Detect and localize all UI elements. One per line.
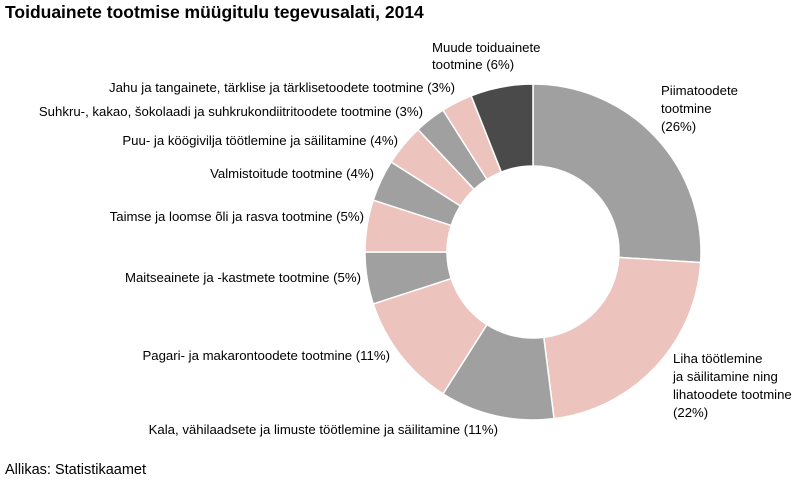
slice-label: [661, 83, 738, 134]
slice-label-line: Piimatoodete: [661, 83, 738, 98]
slice-label: [110, 209, 364, 224]
slice-label-line: Pagari- ja makarontoodete tootmine (11%): [142, 348, 390, 363]
slice-label-line: (22%): [673, 405, 709, 420]
slice-label-line: Valmistoitude tootmine (4%): [210, 166, 374, 181]
slice-label-line: Taimse ja loomse õli ja rasva tootmine (5%): [109, 209, 364, 224]
slice-label-line: (26%): [661, 119, 697, 134]
slice-label-line: ja säilitamine ning: [673, 369, 778, 384]
slice-label: [122, 133, 398, 148]
slice-label: [109, 80, 455, 95]
slice-label-line: tootmine: [661, 101, 712, 116]
slice-label-line: Maitseainete ja -kastmete tootmine (5%): [124, 270, 361, 285]
slice-label: [672, 351, 792, 420]
slice-label: [210, 166, 374, 181]
slice-label-line: Puu- ja köögivilja töötlemine ja säilitamine (4%): [122, 133, 398, 148]
slice-label: [149, 422, 498, 437]
slice-label-line: Kala, vähilaadsete ja limuste töötlemine ja säilitamine (11%): [148, 422, 498, 437]
slice-label: [125, 270, 361, 285]
slice-label: [39, 104, 423, 119]
slice-label-line: Jahu ja tangainete, tärklise ja tärklisetoodete tootmine (3%): [109, 80, 455, 95]
chart-title: Toiduainete tootmise müügitulu tegevusalati, 2014: [5, 2, 424, 22]
slice-label-line: Muude toiduainete: [432, 40, 541, 55]
slice-label: [432, 40, 541, 72]
slice-label-line: Suhkru-, kakao, šokolaadi ja suhkrukondiitritoodete tootmine (3%): [38, 104, 423, 119]
slice-label: [142, 348, 390, 363]
slice-label-line: Liha töötlemine: [673, 351, 763, 366]
slice-label-line: lihatoodete tootmine: [673, 387, 792, 402]
slice-label-line: tootmine (6%): [432, 57, 515, 72]
source-note: Allikas: Statistikaamet: [5, 462, 147, 478]
